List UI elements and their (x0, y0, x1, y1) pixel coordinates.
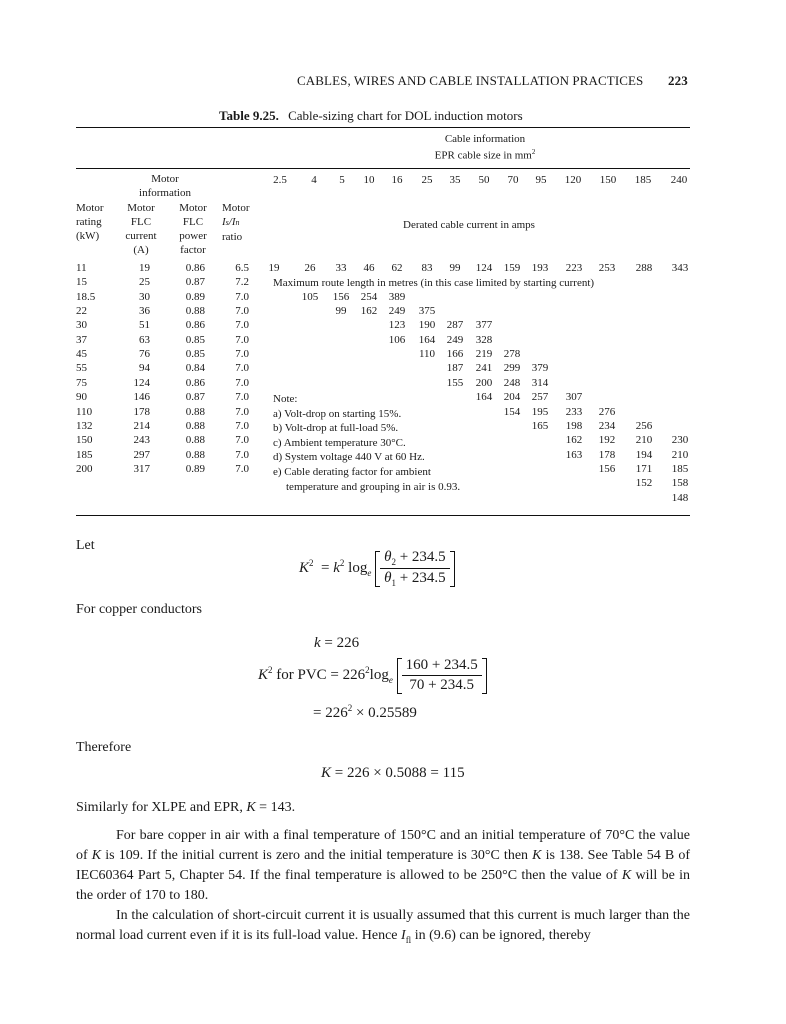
derated-current-cell: 106 (388, 333, 406, 346)
derated-current-cell: 389 (388, 290, 406, 303)
cable-size-35: 35 (449, 174, 461, 186)
col-power-factor-header: Motor FLC power factor (179, 202, 207, 256)
motor-flc-cell: 94 (139, 362, 150, 375)
motor-rating-cell: 185 (76, 448, 93, 461)
derated-current-cell: 256 (635, 419, 653, 432)
cable-size-185: 185 (634, 174, 652, 186)
derated-current-cell: 307 (565, 391, 583, 404)
pvc-result: = $226^2 \times 0.25589$ (313, 703, 417, 721)
derated-label: Derated cable current in amps (403, 219, 535, 231)
cable-size-120: 120 (564, 174, 582, 186)
table-note-line: Note: (273, 393, 298, 405)
k-result: K = 226 × 0.5088 = 115 (321, 765, 465, 781)
equation-pvc: $K^2$ for PVC = $226^2\log_e$ $\frac{160 + 234.5}{70 + 234.5}$ (258, 657, 487, 694)
derated-current-cell: 379 (531, 362, 549, 375)
cable-size-10: 10 (363, 174, 375, 186)
derated-current-cell: 33 (335, 262, 347, 274)
motor-pf-cell: 0.89 (185, 462, 205, 475)
max-route-note: Maximum route length in metres (in this case limited by starting current) (273, 277, 595, 289)
derated-current-cell: 375 (418, 305, 436, 318)
derated-current-cell: 165 (531, 419, 549, 432)
motor-pf-cell: 0.88 (185, 305, 205, 318)
copper-label: For copper conductors (76, 602, 202, 617)
derated-current-cell: 171 (635, 462, 653, 475)
derated-current-cell: 99 (449, 262, 461, 274)
page-number: 223 (668, 73, 688, 88)
motor-rating-cell: 200 (76, 462, 93, 475)
motor-info-title: Motor (151, 173, 179, 185)
derated-current-cell: 105 (301, 290, 319, 303)
motor-pf-cell: 0.87 (185, 276, 205, 289)
derated-current-cell: 158 (671, 477, 689, 490)
motor-ratio-cell: 7.0 (235, 434, 249, 447)
cable-size-25: 25 (421, 174, 433, 186)
motor-pf-cell: 0.85 (185, 348, 205, 361)
derated-current-cell: 154 (503, 405, 521, 418)
motor-flc-cell: 51 (139, 319, 150, 332)
motor-ratio-cell: 7.0 (235, 462, 249, 475)
motor-ratio-cell: 7.2 (235, 276, 249, 289)
motor-ratio-cell: 7.0 (235, 319, 249, 332)
motor-ratio-cell: 7.0 (235, 362, 249, 375)
motor-ratio-cell: 7.0 (235, 348, 249, 361)
motor-pf-cell: 0.88 (185, 434, 205, 447)
derated-current-cell: 314 (531, 376, 549, 389)
table-note-line: e) Cable derating factor for ambient (273, 466, 431, 478)
motor-rating-cell: 55 (76, 362, 87, 375)
equation-k-squared: $K^2 = k^2$ $\log_e$ $\frac{\theta_2 + 234.5}{\theta_1 + 234.5}$ (299, 549, 455, 588)
motor-pf-cell: 0.89 (185, 290, 205, 303)
derated-current-cell: 19 (268, 262, 280, 274)
similarly-line: Similarly for XLPE and EPR, K = 143. (76, 800, 296, 815)
cable-size-5: 5 (339, 174, 345, 186)
derated-current-cell: 287 (446, 319, 464, 332)
derated-current-cell: 230 (671, 434, 689, 447)
motor-pf-cell: 0.84 (185, 362, 205, 375)
motor-rating-cell: 37 (76, 333, 87, 346)
derated-current-cell: 194 (635, 448, 653, 461)
motor-flc-cell: 25 (139, 276, 150, 289)
derated-current-cell: 124 (475, 262, 493, 274)
table-header-rule (76, 168, 690, 169)
derated-current-cell: 223 (565, 262, 583, 274)
derated-current-cell: 192 (598, 434, 616, 447)
motor-rating-cell: 22 (76, 305, 87, 318)
col-motor-rating-header: Motor rating (kW) (76, 202, 104, 242)
cable-info-title: Cable information (444, 133, 526, 145)
cable-size-150: 150 (599, 174, 617, 186)
motor-flc-cell: 36 (139, 305, 150, 318)
col-ratio-header: Motor Is/In ratio (222, 202, 250, 243)
derated-current-cell: 248 (503, 376, 521, 389)
motor-flc-cell: 317 (133, 462, 150, 475)
derated-current-cell: 276 (598, 405, 616, 418)
table-top-rule (76, 127, 690, 128)
derated-current-cell: 195 (531, 405, 549, 418)
motor-flc-cell: 124 (133, 376, 150, 389)
motor-flc-cell: 214 (133, 419, 150, 432)
cable-info-subtitle: EPR cable size in $mm^2$ (434, 148, 536, 162)
paragraph-bare-copper: For bare copper in air with a final temperature of 150°C and an initial temperature of 70°C the value of K is 109. If the initial current is zero and the initial temperature is 30°C then K is 138. See Table 54 B of IEC60364 Part 5, Chapter 54. If the final temperature is allowed to be 250°C then the value of K will be in the order of 170 to 180. (76, 828, 691, 903)
derated-current-cell: 288 (635, 262, 653, 274)
motor-rating-cell: 150 (76, 434, 93, 447)
motor-rating-cell: 75 (76, 376, 87, 389)
motor-pf-cell: 0.86 (185, 376, 205, 389)
motor-ratio-cell: 7.0 (235, 376, 249, 389)
motor-flc-cell: 297 (133, 448, 150, 461)
derated-current-cell: 249 (446, 333, 464, 346)
motor-flc-cell: 178 (133, 405, 150, 418)
derated-current-cell: 166 (446, 348, 464, 361)
motor-pf-cell: 0.88 (185, 448, 205, 461)
table-caption (219, 108, 523, 124)
table-caption-label: Table 9.25. (219, 108, 279, 123)
cable-size-240: 240 (670, 174, 688, 186)
motor-ratio-cell: 7.0 (235, 305, 249, 318)
table-note-line: c) Ambient temperature 30°C. (273, 436, 406, 449)
motor-flc-cell: 63 (139, 333, 150, 346)
derated-current-cell: 210 (671, 448, 689, 461)
derated-current-cell: 164 (475, 391, 493, 404)
cable-size-70: 70 (507, 174, 519, 186)
derated-current-cell: 152 (635, 477, 653, 490)
motor-ratio-cell: 7.0 (235, 333, 249, 346)
derated-current-cell: 190 (418, 319, 436, 332)
cable-size-2.5: 2.5 (273, 174, 287, 186)
derated-current-cell: 46 (363, 262, 375, 274)
derated-current-cell: 233 (565, 405, 583, 418)
motor-ratio-cell: 7.0 (235, 405, 249, 418)
table-bottom-rule (76, 515, 690, 516)
derated-current-cell: 299 (503, 362, 521, 375)
motor-flc-cell: 19 (139, 262, 150, 274)
therefore-label: Therefore (76, 740, 132, 755)
derated-current-cell: 159 (503, 262, 521, 274)
derated-current-cell: 110 (418, 348, 436, 361)
motor-rating-cell: 11 (76, 262, 87, 274)
cable-size-50: 50 (478, 174, 490, 186)
motor-flc-cell: 243 (133, 434, 150, 447)
derated-current-cell: 62 (391, 262, 403, 274)
paragraph-short-circuit: In the calculation of short-circuit current it is usually assumed that this current is much larger than the normal load current even if it is its full-load value. Hence $I_{fl}$ in (9.6) can be ignored, thereby (76, 908, 690, 945)
derated-current-cell: 187 (446, 362, 464, 375)
derated-current-cell: 377 (475, 319, 493, 332)
derated-current-cell: 148 (671, 491, 689, 504)
motor-pf-cell: 0.87 (185, 391, 205, 404)
motor-rating-cell: 90 (76, 391, 87, 404)
motor-rating-cell: 132 (76, 419, 93, 432)
derated-current-cell: 241 (475, 362, 493, 375)
derated-current-cell: 278 (503, 348, 521, 361)
derated-current-cell: 210 (635, 434, 653, 447)
motor-ratio-cell: 7.0 (235, 391, 249, 404)
motor-pf-cell: 0.86 (185, 319, 205, 332)
motor-flc-cell: 76 (139, 348, 150, 361)
derated-current-cell: 99 (335, 305, 347, 318)
k-value-line: k = 226 (314, 635, 360, 651)
col-flc-current-header: Motor FLC current (A) (125, 202, 157, 256)
derated-current-cell: 343 (671, 262, 689, 274)
derated-current-cell: 163 (565, 448, 583, 461)
motor-ratio-cell: 6.5 (235, 262, 249, 274)
motor-rating-cell: 45 (76, 348, 87, 361)
motor-pf-cell: 0.86 (185, 262, 205, 274)
derated-current-cell: 162 (565, 434, 583, 447)
motor-flc-cell: 146 (133, 391, 150, 404)
derated-current-cell: 219 (475, 348, 493, 361)
motor-ratio-cell: 7.0 (235, 419, 249, 432)
motor-rating-cell: 15 (76, 276, 87, 289)
let-label: Let (76, 538, 95, 553)
motor-flc-cell: 30 (139, 290, 150, 303)
derated-current-cell: 162 (360, 305, 378, 318)
derated-current-cell: 123 (388, 319, 406, 332)
motor-info-subtitle: information (139, 187, 191, 199)
table-caption-text: Cable-sizing chart for DOL induction motors (288, 108, 523, 123)
derated-current-cell: 155 (446, 376, 464, 389)
derated-current-cell: 253 (598, 262, 616, 274)
derated-current-cell: 178 (598, 448, 616, 461)
motor-ratio-cell: 7.0 (235, 448, 249, 461)
motor-rating-cell: 110 (76, 405, 93, 418)
derated-current-cell: 156 (598, 462, 616, 475)
motor-pf-cell: 0.85 (185, 333, 205, 346)
derated-current-cell: 204 (503, 391, 521, 404)
cable-size-95: 95 (535, 174, 547, 186)
derated-current-cell: 257 (531, 391, 549, 404)
derated-current-cell: 193 (531, 262, 549, 274)
motor-pf-cell: 0.88 (185, 419, 205, 432)
table-note-line: a) Volt-drop on starting 15%. (273, 407, 402, 420)
derated-current-cell: 328 (475, 333, 493, 346)
motor-pf-cell: 0.88 (185, 405, 205, 418)
running-title: CABLES, WIRES AND CABLE INSTALLATION PRACTICES (297, 73, 644, 88)
derated-current-cell: 234 (598, 419, 616, 432)
derated-current-cell: 83 (421, 262, 433, 274)
derated-current-cell: 254 (360, 290, 378, 303)
derated-current-cell: 26 (304, 262, 316, 274)
table-note-line: b) Volt-drop at full-load 5%. (273, 422, 399, 435)
derated-current-cell: 249 (388, 305, 406, 318)
motor-rating-cell: 30 (76, 319, 87, 332)
motor-rating-cell: 18.5 (76, 290, 96, 303)
derated-current-cell: 200 (475, 376, 493, 389)
derated-current-cell: 198 (565, 419, 583, 432)
motor-ratio-cell: 7.0 (235, 290, 249, 303)
derated-current-cell: 185 (671, 462, 689, 475)
cable-size-4: 4 (311, 174, 317, 186)
derated-current-cell: 164 (418, 333, 436, 346)
table-note-line: temperature and grouping in air is 0.93. (286, 480, 461, 493)
derated-current-cell: 156 (332, 290, 350, 303)
table-note-line: d) System voltage 440 V at 60 Hz. (273, 451, 425, 464)
cable-size-16: 16 (391, 174, 403, 186)
